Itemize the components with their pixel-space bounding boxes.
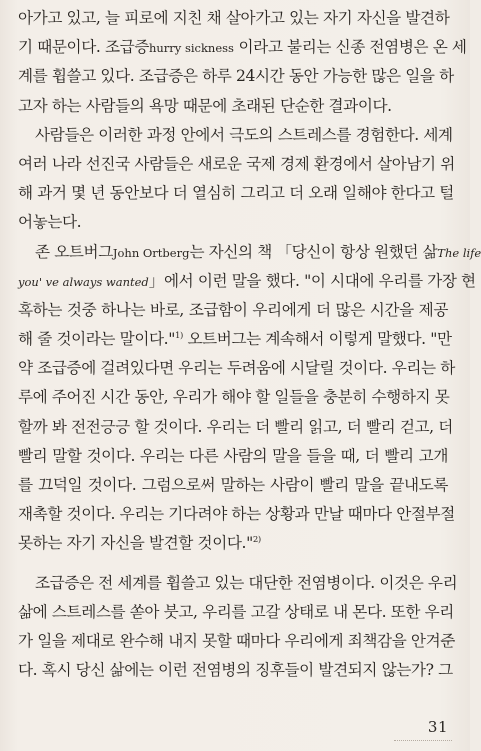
english-book-title: The life	[437, 245, 481, 260]
text-line: 못하는 자기 자신을 발견할 것이다."$^{2)}$	[18, 534, 261, 553]
page-number-rule	[394, 740, 452, 743]
page-number: 31	[427, 718, 448, 736]
text-line: 아가고 있고, 늘 피로에 지친 채 살아가고 있는 자기 자신을 발견하	[18, 9, 450, 27]
footnote-ref: 2)	[252, 535, 261, 546]
text-line: 다. 혹시 당신 삶에는 이런 전염병의 징후들이 발견되지 않는가? 그	[18, 661, 453, 680]
text-line: 계를 휩쓸고 있다. 조급증은 하루 24시간 동안 가능한 많은 일을 하	[18, 67, 454, 86]
body-text	[18, 4, 481, 685]
paragraph-start: 존 오트버그John Ortberg는 자신의 책 「당신이 항상 원했던 삶The life	[35, 242, 481, 261]
text-line: 재촉할 것이다. 우리는 기다려야 하는 상황과 만날 때마다 안절부절	[18, 505, 455, 524]
text-line: 를 끄덕일 것이다. 그럼으로써 말하는 사람이 빨리 말을 끝내도록	[18, 476, 448, 494]
english-book-title-cont: you' ve always wanted	[18, 274, 149, 289]
text-line: 빨리 말할 것이다. 우리는 다른 사람의 말을 들을 때, 더 빨리 고개	[18, 446, 448, 465]
text-line: 여러 나라 선진국 사람들은 새로운 국제 경제 환경에서 살아남기 위	[18, 154, 455, 173]
text-line: 고자 하는 사람들의 욕망 때문에 초래된 단순한 결과이다.	[18, 96, 392, 115]
paragraph-start: 사람들은 이러한 과정 안에서 극도의 스트레스를 경험한다. 세계	[35, 125, 453, 144]
text-line: you' ve always wanted」에서 이런 말을 했다. "이 시대에 우리를 가장 현	[18, 271, 476, 290]
footnote-ref: 1)	[174, 330, 183, 341]
text-line: 가 일을 제대로 완수해 내지 못할 때마다 우리에게 죄책감을 안겨준	[18, 631, 455, 650]
text-line: 어놓는다.	[18, 213, 82, 232]
text-line: 루에 주어진 시간 동안, 우리가 해야 할 일들을 충분히 수행하지 못	[18, 388, 450, 407]
text-line: 기 때문이다. 조급증hurry sickness 이라고 불리는 신종 전염병은 온 세	[18, 38, 467, 57]
text-line: 약 조급증에 걸려있다면 우리는 두려움에 시달릴 것이다. 우리는 하	[18, 359, 455, 378]
english-term: hurry sickness	[148, 41, 234, 56]
text-line: 할까 봐 전전긍긍 할 것이다. 우리는 더 빨리 읽고, 더 빨리 걷고, 더	[18, 417, 453, 436]
text-line: 해 과거 몇 년 동안보다 더 열심히 그리고 더 오래 일해야 한다고 털	[18, 184, 454, 203]
english-name: John Ortberg	[112, 245, 190, 260]
text-line: 삶에 스트레스를 쏟아 붓고, 우리를 고갈 상태로 내 몬다. 또한 우리	[18, 602, 454, 621]
text-line: 해 줄 것이라는 말이다."$^{1)}$ 오트버그는 계속해서 이렇게 말했다. "만	[18, 330, 452, 349]
text-line: 혹하는 것중 하나는 바로, 조급함이 우리에게 더 많은 시간을 제공	[18, 300, 448, 319]
paragraph-start: 조급증은 전 세계를 휩쓸고 있는 대단한 전염병이다. 이것은 우리	[35, 573, 458, 592]
